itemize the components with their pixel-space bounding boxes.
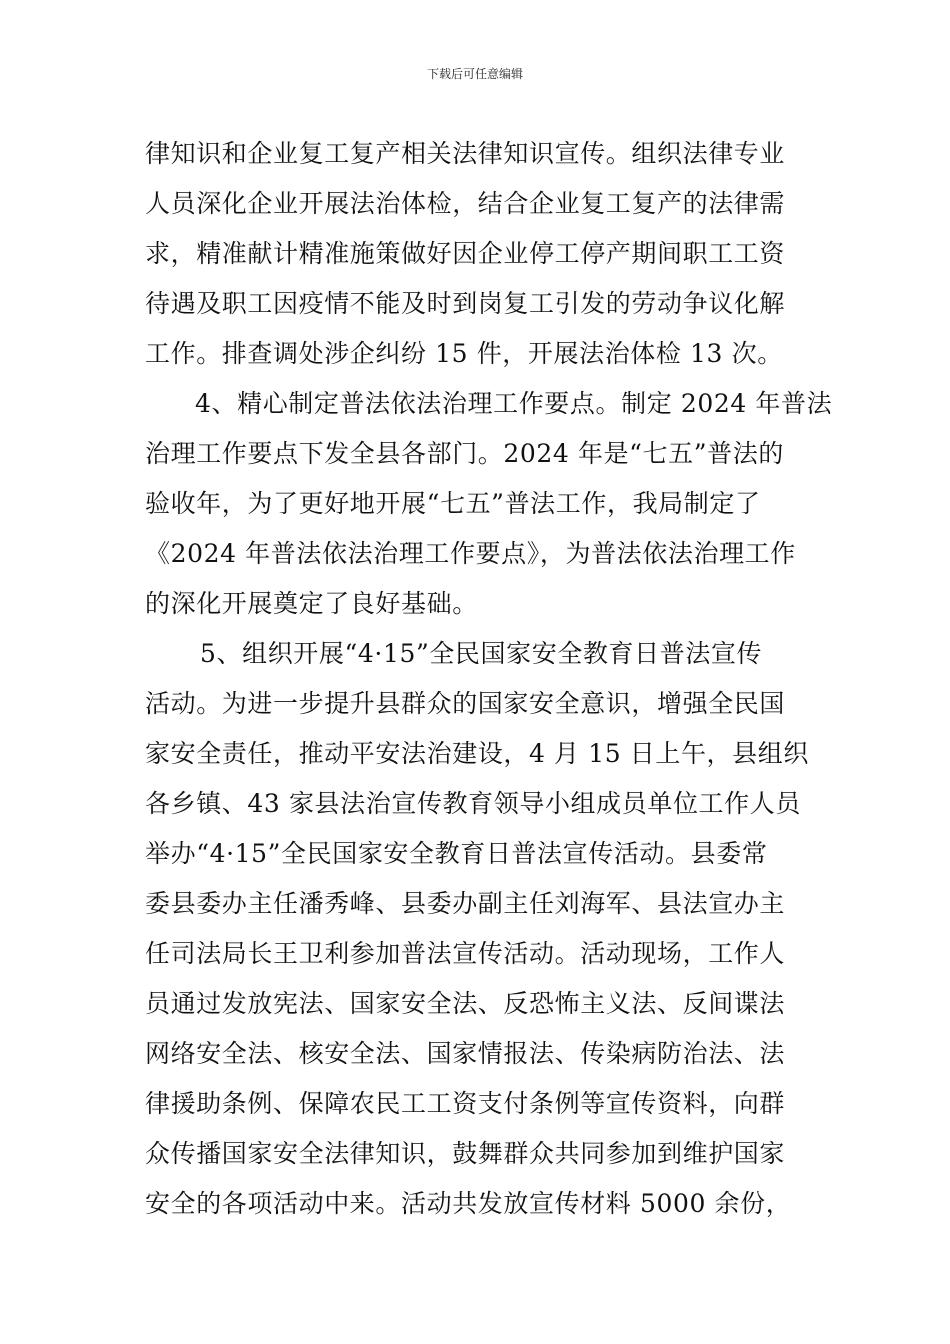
text-line: 人员深化企业开展法治体检，结合企业复工复产的法律需 [145, 189, 786, 218]
text-line: 律知识和企业复工复产相关法律知识宣传。组织法律专业 [145, 139, 786, 168]
text-line: 安全的各项活动中来。活动共发放宣传材料 5000 余份， [145, 1189, 792, 1218]
text-line: 待遇及职工因疫情不能及时到岗复工引发的劳动争议化解 [145, 289, 786, 318]
paragraph-continuation [145, 129, 815, 379]
page-header: 下载后可任意编辑 [426, 67, 523, 81]
text-line: 4、精心制定普法依法治理工作要点。制定 2024 年普法 [195, 389, 833, 418]
text-line: 委县委办主任潘秀峰、县委办副主任刘海军、县法宣办主 [145, 889, 786, 918]
text-line: 员通过发放宪法、国家安全法、反恐怖主义法、反间谍法 [145, 989, 786, 1018]
text-line: 任司法局长王卫利参加普法宣传活动。活动现场，工作人 [145, 939, 786, 968]
text-line: 求，精准献计精准施策做好因企业停工停产期间职工工资 [145, 239, 786, 268]
text-line: 的深化开展奠定了良好基础。 [145, 589, 478, 618]
text-line: 家安全责任，推动平安法治建设，4 月 15 日上午，县组织 [145, 739, 809, 768]
text-line: 5、组织开展“4·15”全民国家安全教育日普法宣传 [200, 639, 763, 668]
text-line: 举办“4·15”全民国家安全教育日普法宣传活动。县委常 [145, 839, 768, 868]
text-line: 《2024 年普法依法治理工作要点》，为普法依法治理工作 [145, 539, 796, 568]
text-line: 众传播国家安全法律知识，鼓舞群众共同参加到维护国家 [145, 1139, 786, 1168]
text-line: 验收年，为了更好地开展“七五”普法工作，我局制定了 [145, 489, 761, 518]
paragraph-item-4 [145, 379, 833, 629]
text-line: 治理工作要点下发全县各部门。2024 年是“七五”普法的 [145, 439, 784, 468]
text-line: 网络安全法、核安全法、国家情报法、传染病防治法、法 [145, 1039, 786, 1068]
paragraph-item-5 [145, 629, 815, 1229]
text-line: 活动。为进一步提升县群众的国家安全意识，增强全民国 [145, 689, 786, 718]
document-body [145, 129, 833, 1229]
text-line: 各乡镇、43 家县法治宣传教育领导小组成员单位工作人员 [145, 789, 801, 818]
text-line: 律援助条例、保障农民工工资支付条例等宣传资料，向群 [145, 1089, 786, 1118]
text-line: 工作。排查调处涉企纠纷 15 件，开展法治体检 13 次。 [145, 339, 783, 368]
